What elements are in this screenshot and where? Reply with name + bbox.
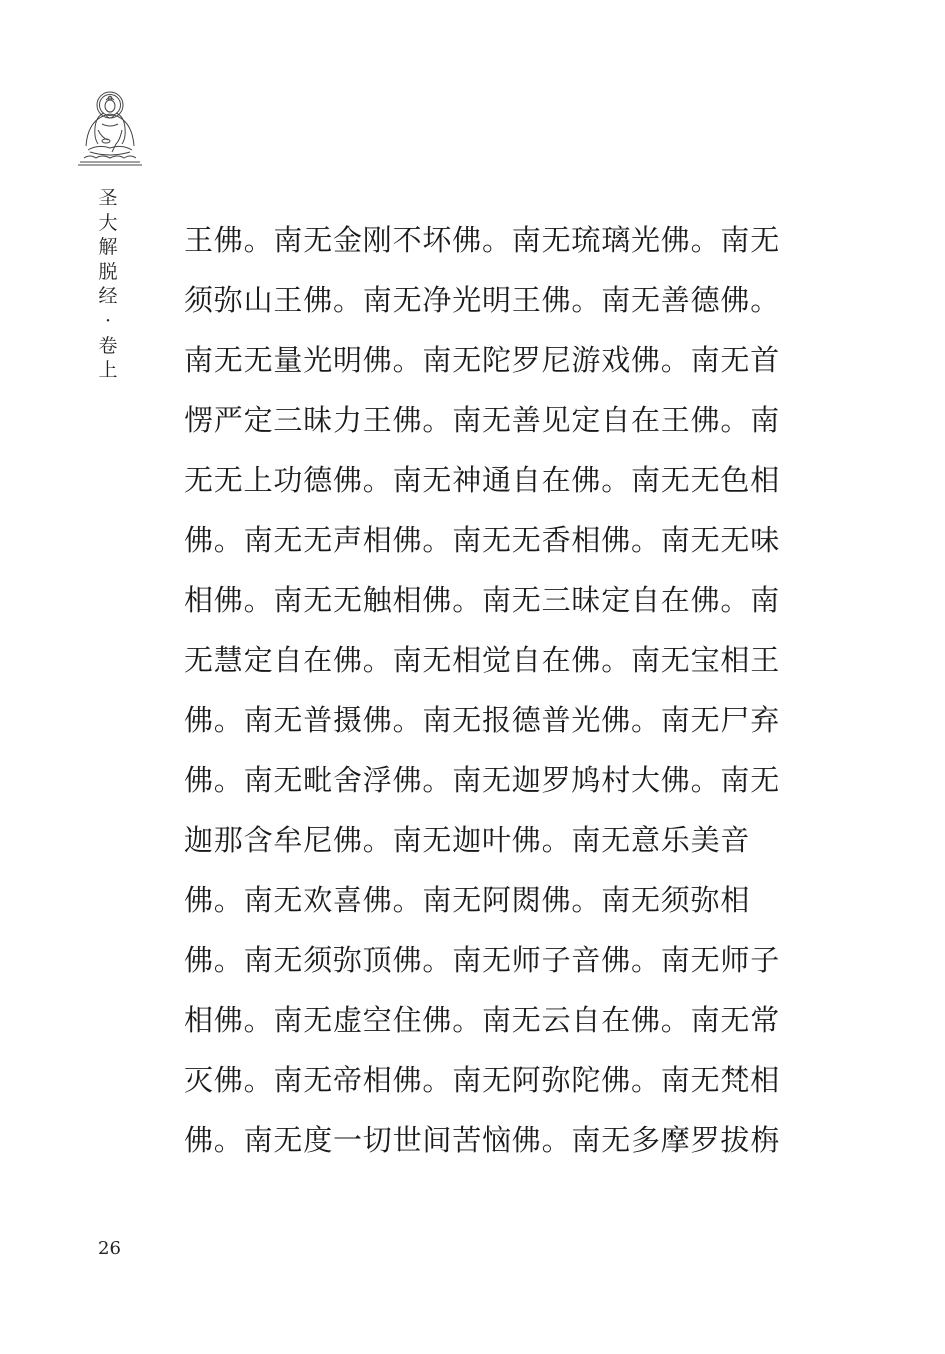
text-line: 佛。南无欢喜佛。南无阿閦佛。南无须弥相	[184, 883, 751, 917]
text-line: 相佛。南无虚空住佛。南无云自在佛。南无常	[184, 1003, 781, 1037]
text-line: 王佛。南无金刚不坏佛。南无琉璃光佛。南无	[184, 223, 781, 257]
text-line: 佛。南无毗舍浮佛。南无迦罗鸠村大佛。南无	[184, 763, 781, 797]
text-line: 相佛。南无无触相佛。南无三昧定自在佛。南	[184, 583, 781, 617]
sutra-text	[184, 210, 781, 1170]
text-line: 南无无量光明佛。南无陀罗尼游戏佛。南无首	[184, 343, 781, 377]
running-title-char: 经	[98, 285, 118, 308]
page-number: 26	[98, 1238, 121, 1259]
text-line: 愣严定三昧力王佛。南无善见定自在王佛。南	[184, 403, 781, 437]
text-line: 佛。南无须弥顶佛。南无师子音佛。南无师子	[184, 943, 781, 977]
running-title	[93, 186, 123, 383]
text-line: 灭佛。南无帝相佛。南无阿弥陀佛。南无梵相	[184, 1063, 781, 1097]
running-title-char: 圣	[98, 187, 118, 209]
text-line: 须弥山王佛。南无净光明王佛。南无善德佛。	[184, 283, 781, 317]
text-line: 无无上功德佛。南无神通自在佛。南无无色相	[184, 463, 781, 497]
text-line: 无慧定自在佛。南无相觉自在佛。南无宝相王	[184, 643, 781, 677]
running-title-char: 上	[98, 359, 118, 382]
running-title-char: 卷	[98, 334, 118, 357]
running-title-char: 解	[98, 236, 118, 259]
text-line: 迦那含牟尼佛。南无迦叶佛。南无意乐美音	[184, 823, 751, 857]
text-line: 佛。南无度一切世间苦恼佛。南无多摩罗拔栴	[184, 1123, 781, 1157]
text-line: 佛。南无普摄佛。南无报德普光佛。南无尸弃	[184, 703, 781, 737]
running-title-char: 大	[98, 211, 118, 234]
text-line: 佛。南无无声相佛。南无无香相佛。南无无味	[184, 523, 781, 557]
running-title-char: 脱	[98, 260, 118, 283]
running-title-char: ·	[104, 309, 112, 332]
seated-buddha-icon	[76, 88, 144, 168]
